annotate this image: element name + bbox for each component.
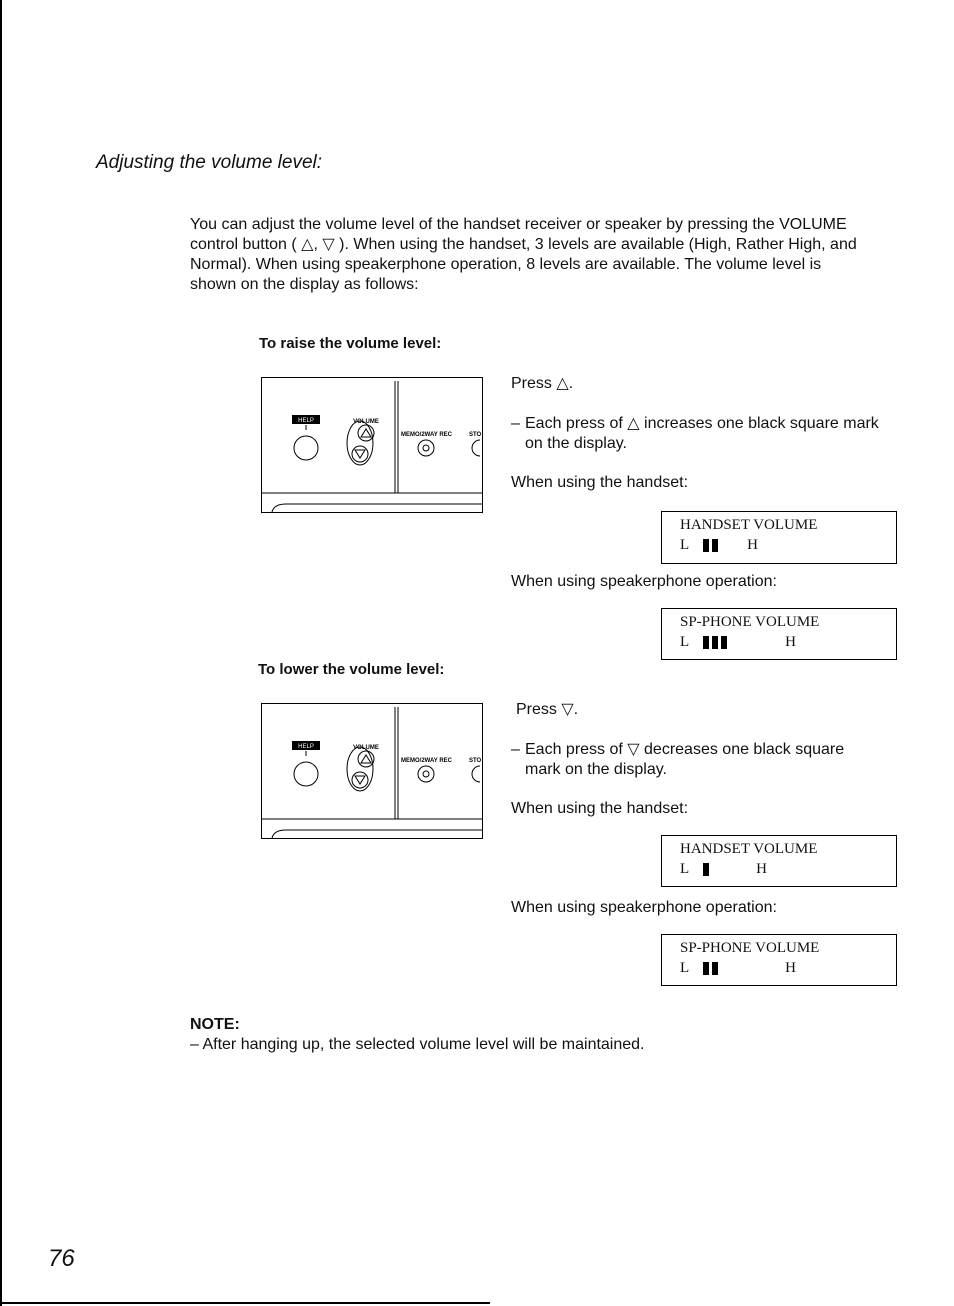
- raise-speaker-label: When using speakerphone operation:: [511, 573, 777, 590]
- volume-bar: [703, 863, 709, 876]
- volume-bar: [712, 636, 718, 649]
- memo-button: [418, 440, 434, 456]
- raise-speaker-display: [661, 608, 897, 660]
- volume-label: VOLUME: [353, 419, 379, 425]
- lcd-low-label: L: [680, 634, 690, 650]
- intro-line: shown on the display as follows:: [190, 276, 419, 293]
- lcd-title: HANDSET VOLUME: [680, 841, 818, 857]
- lcd-title: HANDSET VOLUME: [680, 517, 818, 533]
- lower-description: – Each press of ▽ decreases one black square mark on the display.: [511, 741, 845, 778]
- lower-handset-display: [661, 835, 897, 887]
- raise-press-text: Press △.: [511, 375, 574, 392]
- volume-up-icon: [361, 429, 371, 437]
- stop-label: STO: [469, 758, 482, 764]
- volume-bars: [703, 539, 731, 552]
- page-bottom-edge: [0, 1302, 490, 1304]
- help-label: HELP: [298, 744, 314, 750]
- volume-bar: [712, 539, 718, 552]
- lcd-high-label: H: [747, 537, 759, 553]
- volume-bar: [703, 636, 709, 649]
- raise-heading: To raise the volume level:: [259, 335, 442, 352]
- lcd-high-label: H: [785, 960, 797, 976]
- intro-line: You can adjust the volume level of the handset receiver or speaker by pressing the VOLUME: [190, 216, 847, 233]
- volume-bar: [712, 962, 718, 975]
- lower-speaker-label: When using speakerphone operation:: [511, 899, 777, 916]
- lcd-high-label: H: [785, 634, 797, 650]
- volume-up-icon: [361, 755, 371, 763]
- device-panel-drawing: [262, 704, 482, 838]
- lcd-high-label: H: [756, 861, 768, 877]
- volume-bars: [703, 636, 785, 649]
- raise-description: – Each press of △ increases one black square mark on the display.: [511, 415, 879, 452]
- lower-speaker-display: [661, 934, 897, 986]
- intro-line: Normal). When using speakerphone operation, 8 levels are available. The volume level is: [190, 256, 822, 273]
- raise-handset-display: [661, 511, 897, 564]
- note-heading: NOTE:: [190, 1016, 240, 1033]
- lcd-title: SP-PHONE VOLUME: [680, 940, 820, 956]
- memo-button: [418, 766, 434, 782]
- raise-handset-label: When using the handset:: [511, 474, 689, 491]
- volume-bars: [703, 962, 785, 975]
- stop-button: [472, 440, 480, 456]
- volume-bar: [703, 962, 709, 975]
- memo-label: MEMO/2WAY REC: [401, 758, 453, 764]
- page-left-edge: [0, 0, 2, 1306]
- volume-down-icon: [355, 776, 365, 784]
- lcd-title: SP-PHONE VOLUME: [680, 614, 820, 630]
- lcd-low-label: L: [680, 960, 690, 976]
- volume-bar: [703, 539, 709, 552]
- volume-label: VOLUME: [353, 745, 379, 751]
- lower-heading: To lower the volume level:: [258, 661, 445, 678]
- help-label: HELP: [298, 418, 314, 424]
- device-illustration-lower: [261, 703, 483, 839]
- note-text: – After hanging up, the selected volume level will be maintained.: [190, 1036, 645, 1053]
- page-number: 76: [48, 1245, 75, 1272]
- stop-label: STO: [469, 432, 482, 438]
- device-illustration-raise: [261, 377, 483, 513]
- stop-button: [472, 766, 480, 782]
- intro-paragraph: [190, 215, 910, 295]
- help-button-circle: [294, 762, 318, 786]
- volume-down-icon: [355, 450, 365, 458]
- lower-press-text: Press ▽.: [516, 701, 579, 718]
- device-panel-drawing: [262, 378, 482, 512]
- volume-bar: [721, 636, 727, 649]
- lcd-low-label: L: [680, 861, 690, 877]
- volume-bars: [703, 863, 740, 876]
- lower-handset-label: When using the handset:: [511, 800, 689, 817]
- intro-line: control button ( △, ▽ ). When using the handset, 3 levels are available (High, Rather High, and: [190, 236, 857, 253]
- section-title: Adjusting the volume level:: [96, 152, 323, 173]
- memo-label: MEMO/2WAY REC: [401, 432, 453, 438]
- lcd-low-label: L: [680, 537, 690, 553]
- help-button-circle: [294, 436, 318, 460]
